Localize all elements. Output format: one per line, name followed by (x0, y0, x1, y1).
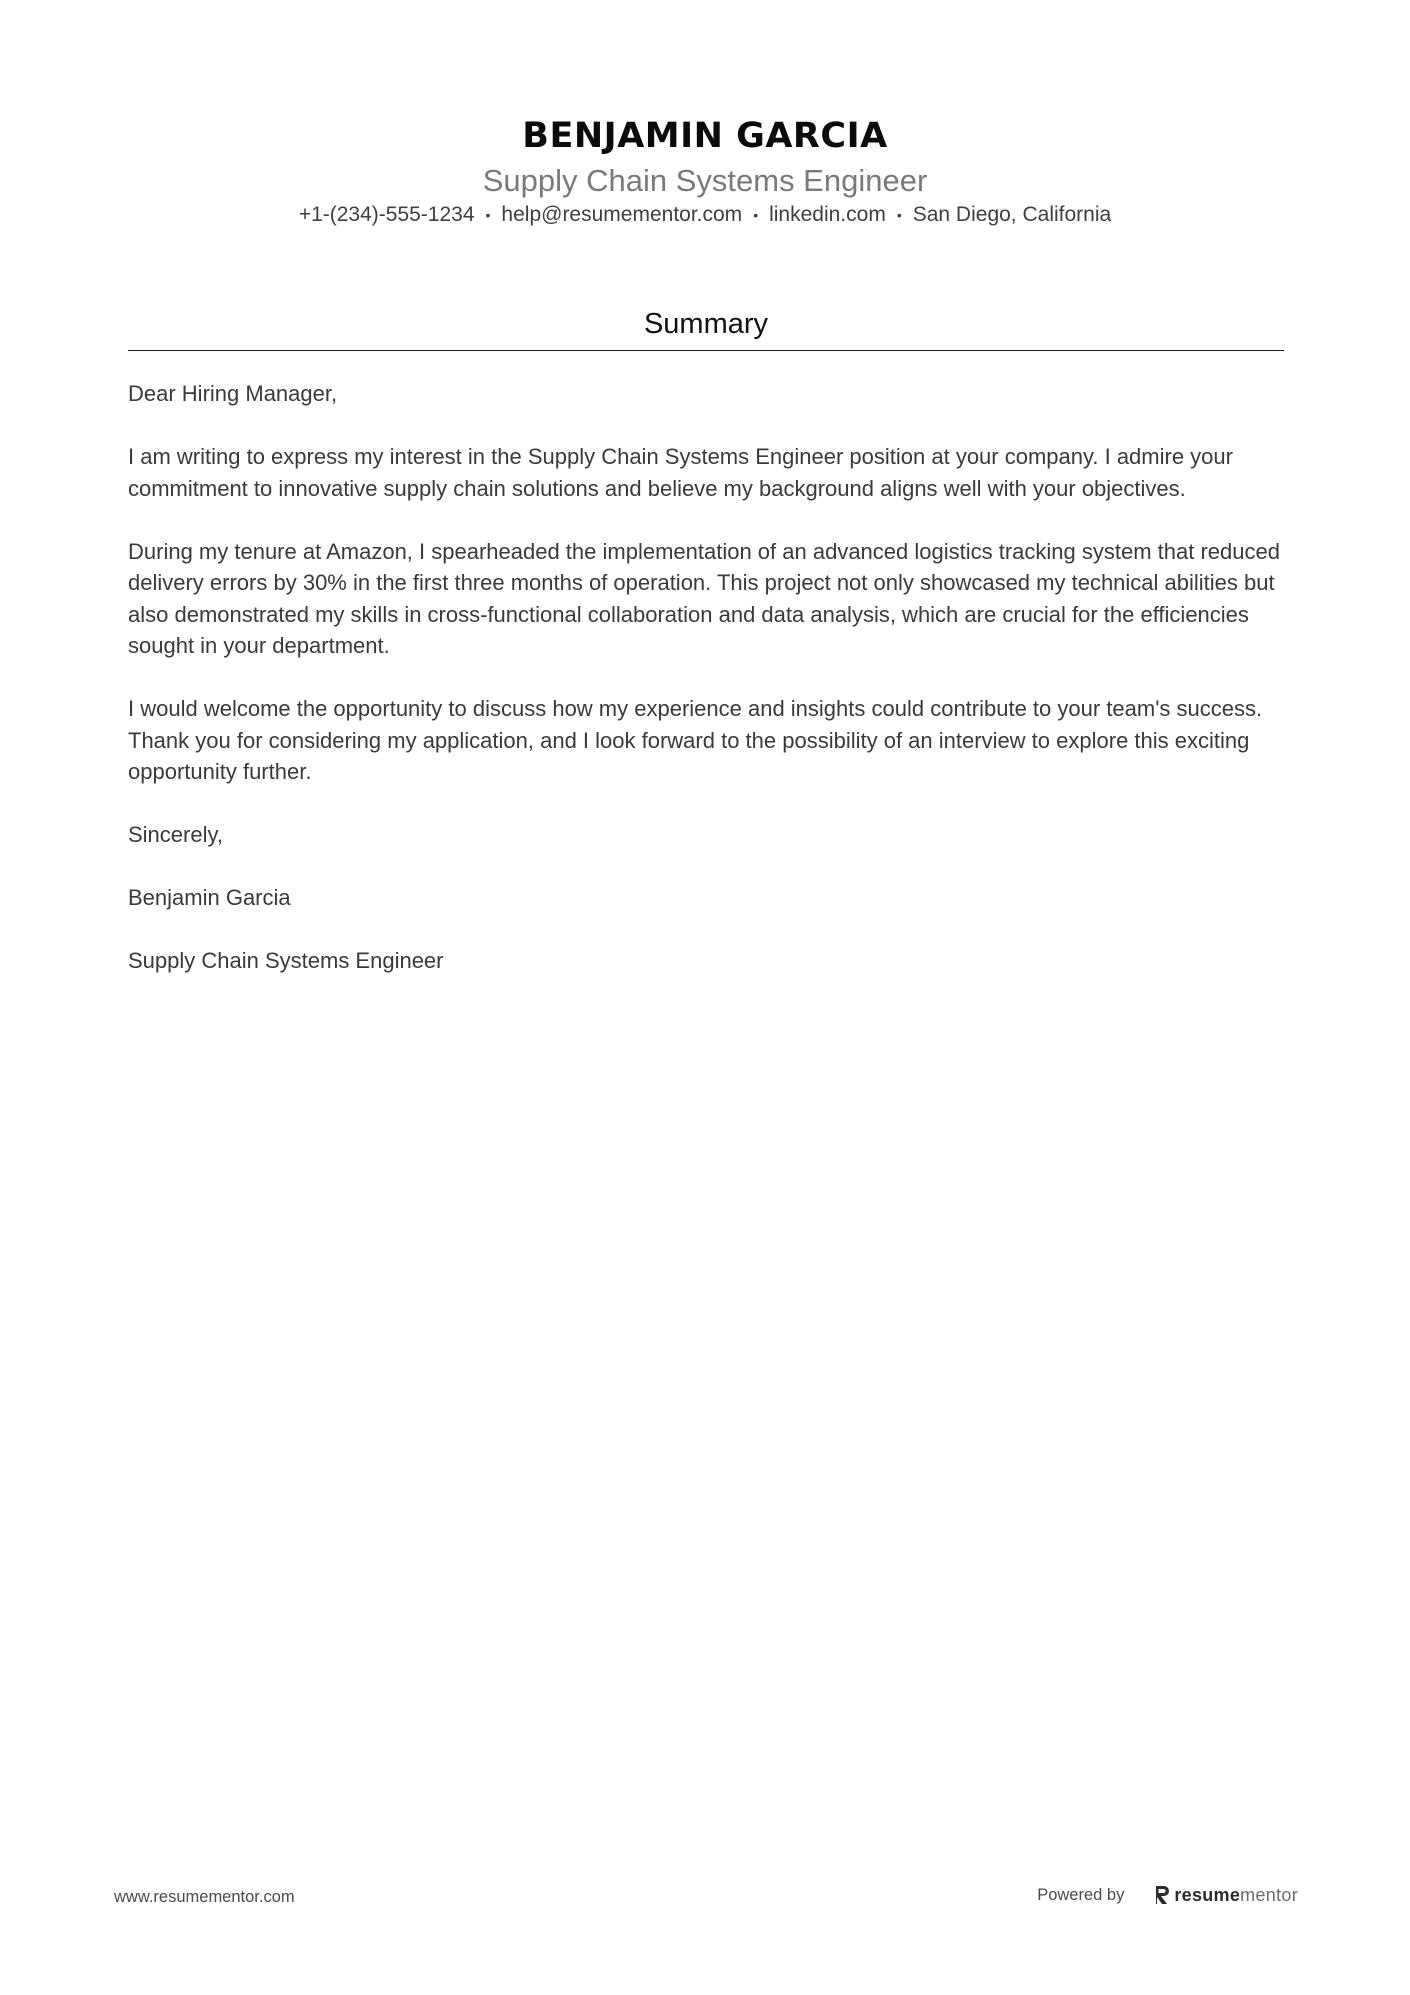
contact-email[interactable]: help@resumementor.com (501, 203, 743, 226)
powered-by-label: Powered by (1037, 1885, 1125, 1904)
letter-header (0, 112, 1410, 230)
brand-wordmark-light: mentor (1240, 1884, 1298, 1905)
section-divider (128, 350, 1284, 351)
footer-branding (1037, 1880, 1298, 1910)
letter-greeting: Dear Hiring Manager, (128, 381, 338, 406)
brand-wordmark (1174, 1885, 1298, 1906)
brand-logo[interactable] (1154, 1885, 1298, 1906)
letter-closing: Sincerely, (128, 822, 223, 847)
letter-paragraph-2: During my tenure at Amazon, I spearheaded the implementation of an advanced logistics tracking system that reduced delivery errors by 30% in the first three months of operation. This project not only showcased my technical abilities but also demonstrated my skills in cross-functional collaboration and data analysis, which are crucial for the efficiencies sought in your department. (128, 538, 1280, 658)
footer-website-link[interactable]: www.resumementor.com (114, 1888, 295, 1906)
resumementor-logo-icon (1154, 1885, 1170, 1905)
contact-location: San Diego, California (912, 203, 1112, 226)
contact-separator: • (485, 207, 491, 224)
contact-separator: • (896, 207, 902, 224)
letter-body (128, 378, 1284, 1008)
contact-row (0, 200, 1410, 230)
contact-linkedin[interactable]: linkedin.com (769, 203, 886, 226)
brand-wordmark-strong: resume (1174, 1884, 1241, 1905)
section-title-summary: Summary (643, 308, 769, 340)
contact-separator: • (753, 207, 759, 224)
applicant-job-title: Supply Chain Systems Engineer (482, 163, 928, 198)
signature-title: Supply Chain Systems Engineer (128, 948, 444, 973)
letter-paragraph-3: I would welcome the opportunity to discuss how my experience and insights could contribute to your team's success. Thank you for considering my application, and I look forward to the possibility of an interview to explore this exciting opportunity further. (128, 696, 1263, 784)
contact-phone: +1-(234)-555-1234 (298, 203, 475, 226)
letter-paragraph-1: I am writing to express my interest in the Supply Chain Systems Engineer position at your company. I admire your commitment to innovative supply chain solutions and believe my background aligns well with your objectives. (128, 444, 1233, 501)
applicant-name: BENJAMIN GARCIA (522, 116, 888, 156)
signature-name: Benjamin Garcia (128, 885, 291, 910)
